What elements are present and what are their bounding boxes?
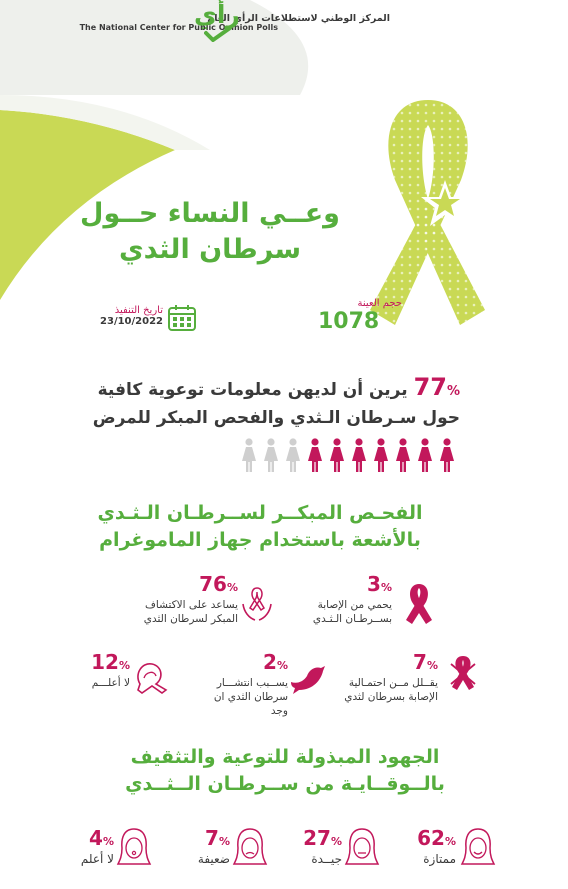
- opinion-early-detection: [128, 574, 238, 626]
- section3-title-line-2: بالــوقــايـة من ســرطـان الــثــدي: [125, 773, 445, 795]
- awareness-line-1: [60, 374, 460, 405]
- opinion-protects: [300, 574, 392, 626]
- spreads-label-2: سرطان الثدي ان وجد: [213, 691, 288, 717]
- effort-dont-know: [64, 828, 114, 866]
- women-icons: [238, 438, 460, 474]
- opinion-reduces: [338, 652, 438, 704]
- excellent-label: ممتازة: [423, 852, 456, 866]
- early-detection-label-1: يساعد على الاكتشاف: [145, 599, 238, 611]
- early-detection-label-2: المبكر لسرطان الثدي: [143, 613, 238, 625]
- dont-know-label: لا أعلـــم: [91, 677, 130, 689]
- woman-face-icon: [460, 826, 496, 868]
- women-icon-row: [238, 438, 460, 474]
- ribbon-cross-icon: [445, 652, 481, 696]
- section2-title-line-1: الفحـص المبكــر لســرطـان الـثـدي: [97, 502, 423, 524]
- main-title: [60, 196, 360, 268]
- effort-dont-know-percent: 4%: [89, 826, 114, 850]
- date-value: 23/10/2022: [100, 316, 163, 327]
- protects-percent: 3%: [367, 572, 392, 596]
- woman-face-icon: [232, 826, 268, 868]
- efforts-section-title: [110, 744, 460, 798]
- reduces-label-2: الإصابة بسرطان لثدي: [344, 691, 438, 703]
- effort-weak: [184, 828, 230, 866]
- woman-filled-icon: [396, 438, 410, 472]
- awareness-statement: [60, 374, 460, 431]
- execution-date-block: [85, 305, 163, 327]
- woman-filled-icon: [308, 438, 322, 472]
- dont-know-percent: 12%: [91, 650, 130, 674]
- dove-icon: [287, 662, 329, 696]
- logo-check-icon: [204, 26, 232, 42]
- effort-excellent: [406, 828, 456, 866]
- woman-filled-icon: [440, 438, 454, 472]
- good-percent: 27%: [303, 826, 342, 850]
- weak-label: ضعيفة: [197, 852, 230, 866]
- woman-filled-icon: [374, 438, 388, 472]
- good-label: جيــدة: [311, 852, 342, 866]
- weak-percent: 7%: [205, 826, 230, 850]
- excellent-percent: 62%: [417, 826, 456, 850]
- hands-ribbon-icon: [240, 584, 274, 624]
- awareness-text-1: يرين أن لديهن معلومات توعوية كافية: [97, 380, 408, 400]
- awareness-percent-sign: %: [446, 384, 460, 399]
- woman-empty-icon: [286, 438, 300, 472]
- reduces-percent: 7%: [413, 650, 438, 674]
- woman-face-icon: [344, 826, 380, 868]
- spreads-label-1: يســبب انتشـــار: [216, 677, 288, 689]
- woman-empty-icon: [242, 438, 256, 472]
- effort-good: [296, 828, 342, 866]
- early-detection-percent: 76%: [199, 572, 238, 596]
- woman-filled-icon: [330, 438, 344, 472]
- org-name-ar: المركز الوطني لاستطلاعات الرأي العام: [207, 13, 390, 24]
- protects-label-1: يحمي من الإصابة: [317, 599, 392, 611]
- sample-size-label: حجم العينة: [357, 298, 402, 309]
- woman-filled-icon: [418, 438, 432, 472]
- logo-mark: رأي: [194, 0, 240, 29]
- section3-title-line-1: الجهود المبذولة للتوعية والتثقيف: [130, 746, 440, 768]
- awareness-percent: 77: [413, 373, 447, 401]
- title-line-1: وعــي النساء حــول: [80, 198, 340, 229]
- sample-size-block: [318, 298, 402, 335]
- calendar-icon: [167, 303, 197, 333]
- reduces-label-1: يقــلل مــن احتمـالية: [348, 677, 438, 689]
- section2-title-line-2: بالأشعة باستخدام جهاز الماموغرام: [99, 529, 421, 551]
- opinion-spreads: [198, 652, 288, 718]
- spreads-percent: 2%: [263, 650, 288, 674]
- opinion-dont-know: [78, 652, 130, 690]
- woman-face-icon: [116, 826, 152, 868]
- ribbon-outline-icon: [132, 658, 172, 696]
- date-label: تاريخ التنفيذ: [114, 305, 163, 316]
- title-line-2: سرطان الثدي: [118, 234, 302, 265]
- mammogram-section-title: [80, 500, 440, 554]
- effort-dont-know-label: لا أعلم: [80, 852, 114, 866]
- pink-ribbon-icon: [402, 580, 436, 628]
- sample-size-value: 1078: [318, 309, 380, 334]
- woman-filled-icon: [352, 438, 366, 472]
- awareness-line-2: حول سـرطان الـثدي والفحص المبكر للمرض: [92, 408, 460, 428]
- org-name-en: The National Center for Public Opinion Polls: [79, 23, 278, 32]
- woman-empty-icon: [264, 438, 278, 472]
- protects-label-2: بســرطـان الـثـدي: [312, 613, 392, 625]
